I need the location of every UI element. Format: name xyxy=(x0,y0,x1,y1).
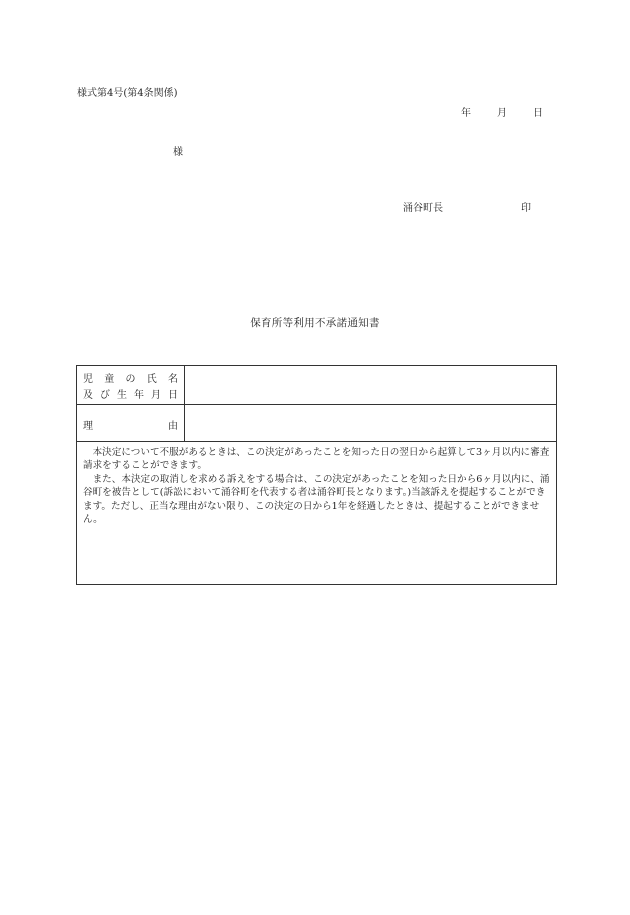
child-label-line2: 及 び 生 年 月 日 xyxy=(83,390,178,401)
child-info-label-cell xyxy=(77,366,185,404)
reason-label: 理 由 xyxy=(83,421,178,432)
reason-row xyxy=(77,405,556,442)
reason-label-cell xyxy=(77,405,185,441)
form-number: 様式第4号(第4条関係) xyxy=(77,88,178,99)
notice-paragraph-1: 本決定について不服があるときは、この決定があったことを知った日の翌日から起算して3ヶ月以内に審査請求をすることができます。 xyxy=(83,447,550,472)
child-info-value[interactable] xyxy=(185,366,556,404)
document-title: 保育所等利用不承諾通知書 xyxy=(250,317,380,329)
notice-table xyxy=(76,365,557,585)
date-day-label: 日 xyxy=(533,108,543,119)
child-info-row xyxy=(77,366,556,405)
child-label-line1: 児 童 の 氏 名 xyxy=(83,374,178,385)
date-month-label: 月 xyxy=(497,108,507,119)
date-year-label: 年 xyxy=(461,108,471,119)
reason-value[interactable] xyxy=(185,405,556,441)
notice-paragraph-2: また、本決定の取消しを求める訴えをする場合は、この決定があったことを知った日から6ヶ月以内に、涌谷町を被告として(訴訟において涌谷町を代表する者は涌谷町長となります。)当該訴えを提起することができます。ただし、正当な理由がない限り、この決定の日から1年を経過したときは、提起することができません。 xyxy=(83,473,550,526)
date-line xyxy=(461,104,543,119)
appeal-notice xyxy=(83,446,550,526)
seal-mark: 印 xyxy=(521,203,531,214)
issuer-title: 涌谷町長 xyxy=(403,203,443,214)
addressee-suffix: 様 xyxy=(173,147,183,158)
